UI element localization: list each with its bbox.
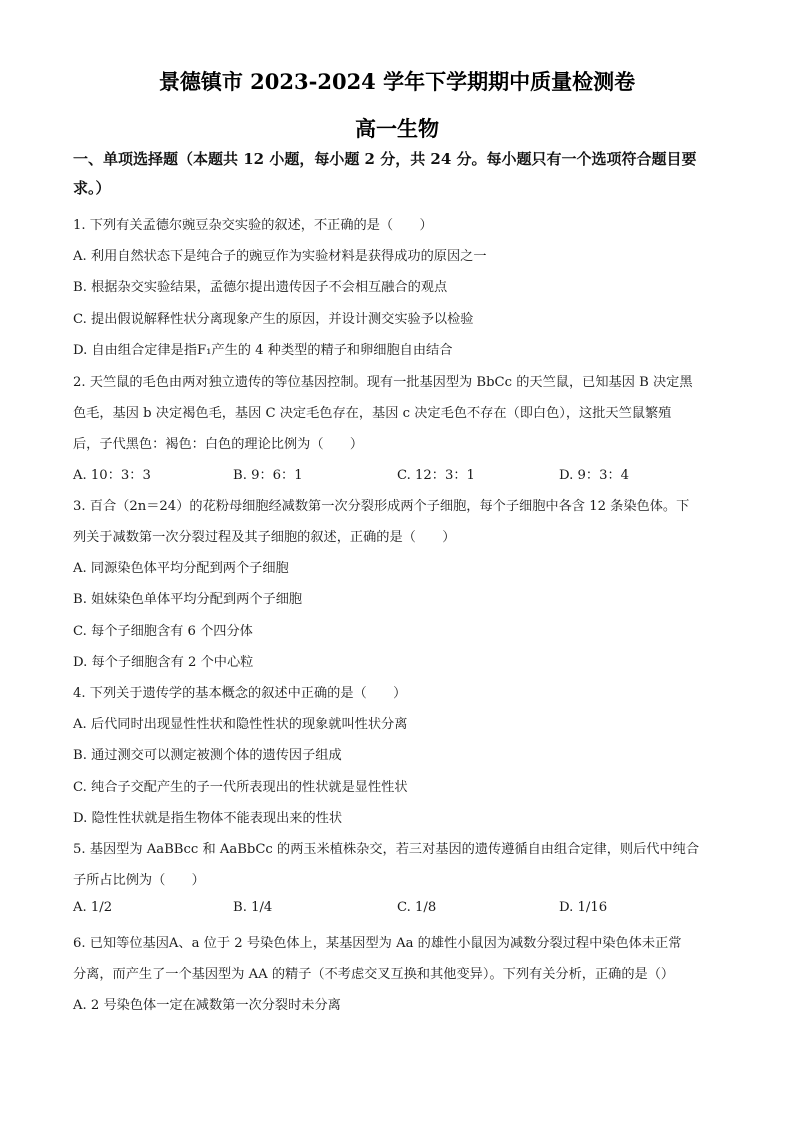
question-2-option-a: A. 10：3：3 [73,468,151,483]
question-3-stem-line2: 列关于减数第一次分裂过程及其子细胞的叙述，正确的是（ ） [73,530,456,545]
question-5-stem-line1: 5. 基因型为 AaBBcc 和 AaBbCc 的两玉米植株杂交，若三对基因的遗传遵循自由组合定律，则后代中纯合 [73,842,700,857]
exam-subtitle: 高一生物 [355,116,439,141]
question-4-option-a: A. 后代同时出现显性性状和隐性性状的现象就叫性状分离 [73,717,408,732]
question-1-option-a: A. 利用自然状态下是纯合子的豌豆作为实验材料是获得成功的原因之一 [73,249,487,264]
question-1-option-c: C. 提出假说解释性状分离现象产生的原因，并设计测交实验予以检验 [73,312,474,327]
question-2-option-b: B. 9：6：1 [233,468,303,483]
question-4-stem: 4. 下列关于遗传学的基本概念的叙述中正确的是（ ） [73,686,407,701]
question-4-option-b: B. 通过测交可以测定被测个体的遗传因子组成 [73,748,342,763]
question-2-stem-line3: 后，子代黑色：褐色：白色的理论比例为（ ） [73,437,364,452]
question-3-option-c: C. 每个子细胞含有 6 个四分体 [73,624,253,639]
question-5-stem-line2: 子所占比例为（ ） [73,873,205,888]
question-1-option-b: B. 根据杂交实验结果，孟德尔提出遗传因子不会相互融合的观点 [73,280,448,295]
question-3-option-b: B. 姐妹染色单体平均分配到两个子细胞 [73,592,303,607]
section-heading-line1: 一、单项选择题（本题共 12 小题，每小题 2 分，共 24 分。每小题只有一个选项符合题目要 [73,150,697,168]
question-5-option-d: D. 1/16 [559,900,608,915]
question-5-option-b: B. 1/4 [233,900,273,915]
question-4-option-d: D. 隐性性状就是指生物体不能表现出来的性状 [73,811,343,826]
question-4-option-c: C. 纯合子交配产生的子一代所表现出的性状就是显性性状 [73,780,408,795]
question-2-option-c: C. 12：3：1 [397,468,475,483]
question-1-option-d: D. 自由组合定律是指F₁产生的 4 种类型的精子和卵细胞自由结合 [73,343,453,358]
question-2-stem-line1: 2. 天竺鼠的毛色由两对独立遗传的等位基因控制。现有一批基因型为 BbCc 的天竺鼠，已知基因 B 决定黑 [73,375,693,390]
exam-title: 景德镇市 2023-2024 学年下学期期中质量检测卷 [158,69,636,94]
question-3-option-d: D. 每个子细胞含有 2 个中心粒 [73,655,254,670]
question-3-stem-line1: 3. 百合（2n＝24）的花粉母细胞经减数第一次分裂形成两个子细胞，每个子细胞中各含 12 条染色体。下 [73,499,690,514]
section-heading-line2: 求。） [73,179,111,197]
question-2-option-d: D. 9：3：4 [559,468,630,483]
question-2-stem-line2: 色毛，基因 b 决定褐色毛，基因 C 决定毛色存在，基因 c 决定毛色不存在（即白色），这批天竺鼠繁殖 [73,406,672,421]
question-3-option-a: A. 同源染色体平均分配到两个子细胞 [73,561,289,576]
question-6-stem-line1: 6. 已知等位基因A、a 位于 2 号染色体上，某基因型为 Aa 的雄性小鼠因为减数分裂过程中染色体未正常 [73,936,682,951]
question-5-option-c: C. 1/8 [397,900,437,915]
question-5-option-a: A. 1/2 [73,900,113,915]
question-6-stem-line2: 分离，而产生了一个基因型为 AA 的精子（不考虑交叉互换和其他变异）。下列有关分析，正确的是（） [73,967,675,982]
question-6-option-a: A. 2 号染色体一定在减数第一次分裂时未分离 [73,998,341,1013]
section-heading [73,145,725,203]
question-1-stem: 1. 下列有关孟德尔豌豆杂交实验的叙述，不正确的是（ ） [73,218,433,233]
